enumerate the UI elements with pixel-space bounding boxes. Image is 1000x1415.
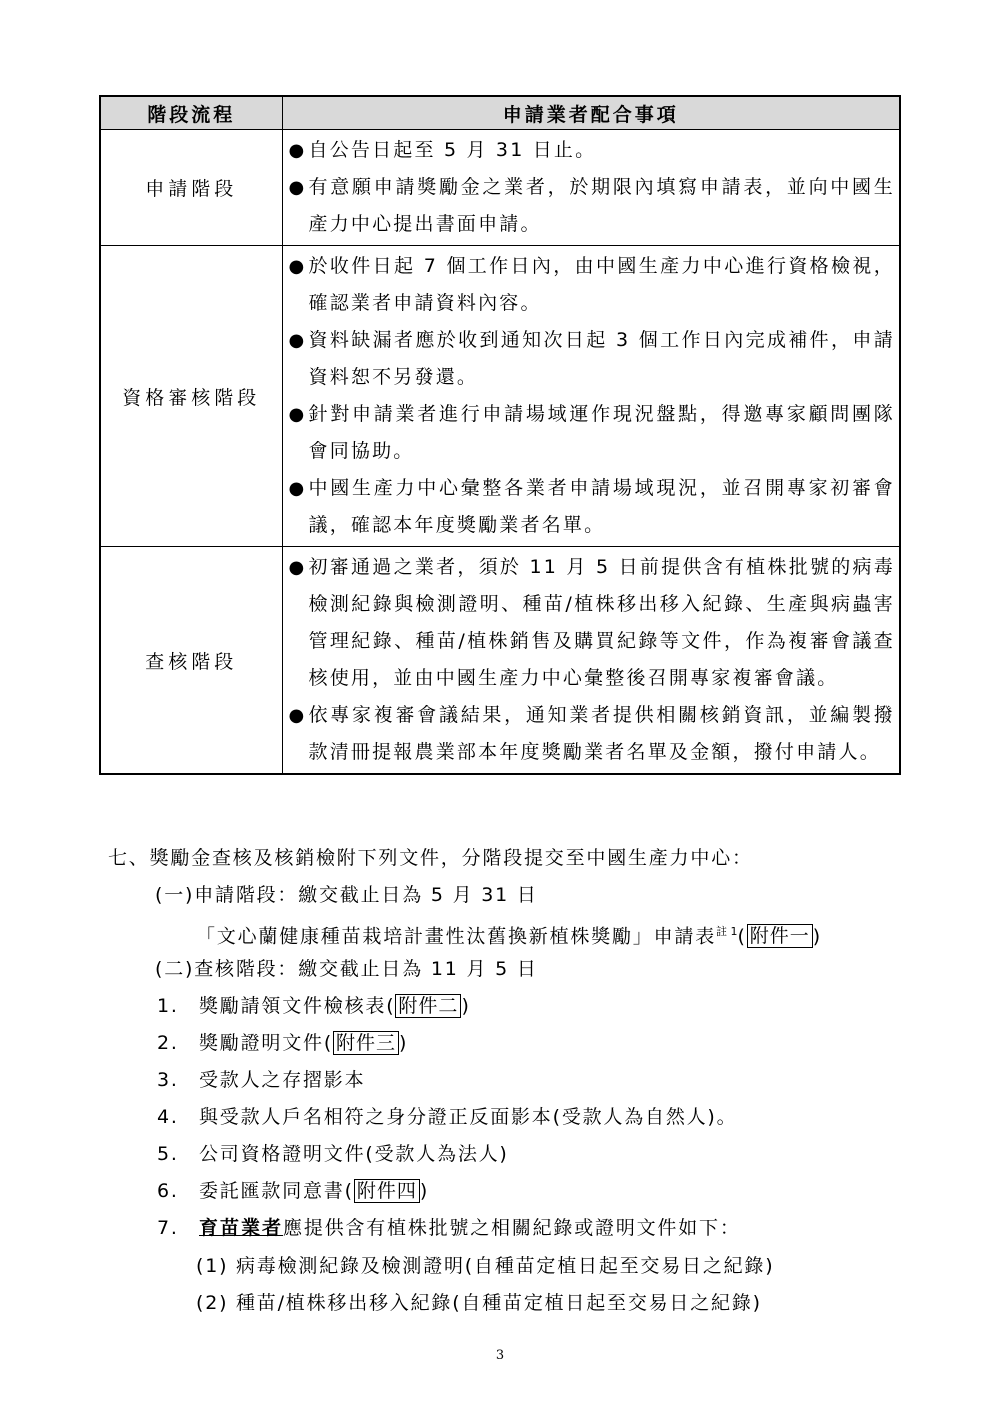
list-item: (2) 種苗/植株移出移入紀錄(自種苗定植日起至交易日之紀錄)	[196, 1292, 762, 1314]
items-cell	[282, 547, 900, 775]
list-item: 5. 公司資格證明文件(受款人為法人)	[157, 1143, 509, 1165]
bullet-icon: ●	[288, 256, 307, 277]
section-title: 七、獎勵金查核及核銷檢附下列文件，分階段提交至中國生產力中心：	[108, 847, 753, 869]
bullet-icon: ●	[288, 177, 307, 198]
form-title: 「文心蘭健康種苗栽培計畫性汰舊換新植株獎勵」申請表	[196, 925, 717, 948]
list-item: 7. 育苗業者應提供含有植株批號之相關紀錄或證明文件如下：	[157, 1217, 741, 1239]
sub-heading-audit: (二)查核階段：繳交截止日為 11 月 5 日	[155, 958, 538, 980]
header-stage: 階段流程	[100, 96, 282, 130]
apply-form-line: 「文心蘭健康種苗栽培計畫性汰舊換新植株獎勵」申請表$^{註 1}$( 附件一 )	[196, 925, 822, 948]
list-item: 2. 獎勵證明文件( 附件三 )	[157, 1032, 409, 1054]
sub-heading-apply: (一)申請階段：繳交截止日為 5 月 31 日	[155, 884, 538, 906]
stage-cell: 資格審核階段	[100, 246, 282, 547]
list-item: 4. 與受款人戶名相符之身分證正反面影本(受款人為自然人)。	[157, 1106, 738, 1128]
bullet-icon: ●	[288, 330, 307, 351]
bullet-icon: ●	[288, 404, 307, 425]
table-row	[100, 246, 900, 547]
table-header-row	[100, 96, 900, 130]
list-item: 3. 受款人之存摺影本	[157, 1069, 366, 1091]
list-item: ● 中國生產力中心彙整各業者申請場域現況，並召開專家初審會議，確認本年度獎勵業者名單。	[289, 470, 896, 544]
header-requirements: 申請業者配合事項	[282, 96, 900, 130]
attachment-ref: 附件四	[354, 1179, 420, 1203]
list-item: ● 針對申請業者進行申請場域運作現況盤點，得邀專家顧問團隊會同協助。	[289, 396, 896, 470]
bullet-icon: ●	[288, 557, 307, 578]
table-row	[100, 130, 900, 246]
items-cell	[282, 130, 900, 246]
attachment-ref: 附件二	[395, 994, 461, 1018]
attachment-ref: 附件一	[747, 924, 813, 948]
list-item: 1. 獎勵請領文件檢核表( 附件二 )	[157, 995, 471, 1017]
table-row	[100, 547, 900, 775]
stage-cell: 申請階段	[100, 130, 282, 246]
list-item: ● 自公告日起至 5 月 31 日止。	[289, 132, 896, 169]
emphasis-text: 育苗業者	[199, 1217, 284, 1239]
list-item: ● 依專家複審會議結果，通知業者提供相關核銷資訊，並編製撥款清冊提報農業部本年度獎勵業者名單及金額，撥付申請人。	[289, 697, 896, 771]
bullet-icon: ●	[288, 478, 307, 499]
bullet-icon: ●	[288, 140, 307, 161]
attachment-ref: 附件三	[333, 1031, 399, 1055]
footnote-ref: 註 1	[716, 925, 738, 938]
list-item: ● 資料缺漏者應於收到通知次日起 3 個工作日內完成補件，申請資料恕不另發還。	[289, 322, 896, 396]
list-item: ● 於收件日起 7 個工作日內，由中國生產力中心進行資格檢視，確認業者申請資料內容。	[289, 248, 896, 322]
page-number: 3	[495, 1348, 505, 1363]
stage-table	[99, 95, 901, 775]
list-item: (1) 病毒檢測紀錄及檢測證明(自種苗定植日起至交易日之紀錄)	[196, 1255, 775, 1277]
stage-cell: 查核階段	[100, 547, 282, 775]
list-item: 6. 委託匯款同意書( 附件四 )	[157, 1180, 430, 1202]
list-item: ● 初審通過之業者，須於 11 月 5 日前提供含有植株批號的病毒檢測紀錄與檢測證明、種苗/植株移出移入紀錄、生產與病蟲害管理紀錄、種苗/植株銷售及購買紀錄等文件，作為複審會議查核使用，並由中國生產力中心彙整後召開專家複審會議。	[289, 549, 896, 697]
items-cell	[282, 246, 900, 547]
bullet-icon: ●	[288, 705, 307, 726]
list-item: ● 有意願申請獎勵金之業者，於期限內填寫申請表，並向中國生產力中心提出書面申請。	[289, 169, 896, 243]
